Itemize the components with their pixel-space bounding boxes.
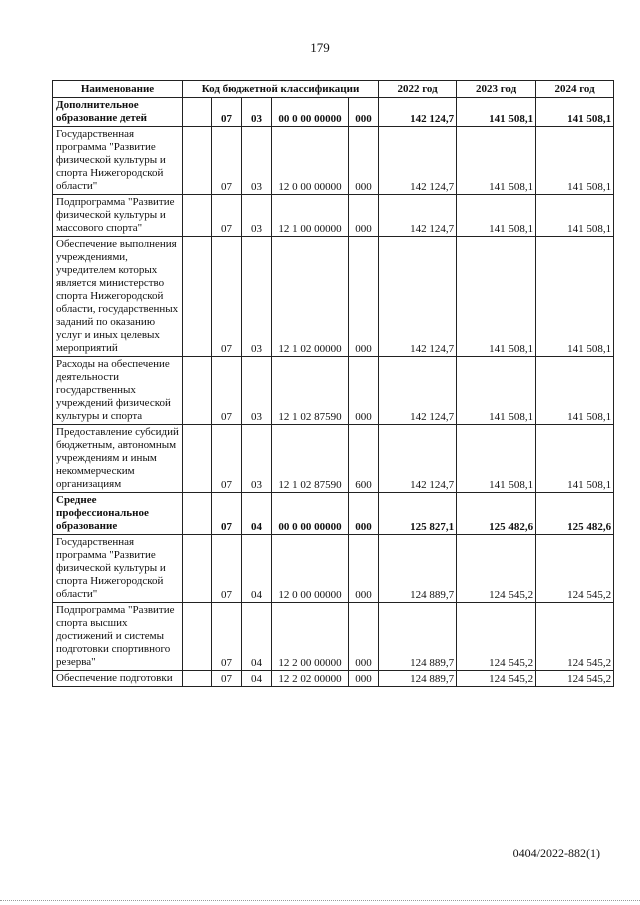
cell-2022: 142 124,7 (379, 98, 457, 127)
cell-section: 07 (212, 98, 242, 127)
table-row (53, 357, 614, 425)
cell-expense-type: 000 (349, 127, 379, 195)
cell-section: 07 (212, 237, 242, 357)
cell-section: 07 (212, 535, 242, 603)
cell-2022: 125 827,1 (379, 493, 457, 535)
budget-table (52, 80, 614, 687)
cell-blank (183, 98, 212, 127)
cell-expense-type: 000 (349, 98, 379, 127)
page-number: 179 (310, 40, 330, 55)
cell-blank (183, 493, 212, 535)
cell-2024: 141 508,1 (536, 98, 614, 127)
page-edge-divider (0, 900, 640, 901)
cell-name: Дополнительное образование детей (53, 98, 183, 127)
cell-2022: 124 889,7 (379, 671, 457, 687)
header-2024: 2024 год (536, 81, 614, 98)
cell-expense-type: 000 (349, 535, 379, 603)
cell-2022: 142 124,7 (379, 237, 457, 357)
cell-expense-type: 000 (349, 493, 379, 535)
cell-2024: 141 508,1 (536, 195, 614, 237)
cell-subsection: 03 (242, 425, 272, 493)
cell-subsection: 04 (242, 603, 272, 671)
cell-name: Подпрограмма "Развитие спорта высших достижений и системы подготовки спортивного резерва" (53, 603, 183, 671)
document-code: 0404/2022-882(1) (512, 846, 600, 860)
cell-subsection: 03 (242, 237, 272, 357)
cell-2024: 141 508,1 (536, 127, 614, 195)
cell-subsection: 03 (242, 357, 272, 425)
cell-2023: 141 508,1 (457, 127, 536, 195)
cell-subsection: 03 (242, 98, 272, 127)
cell-2024: 141 508,1 (536, 237, 614, 357)
cell-section: 07 (212, 195, 242, 237)
cell-name: Расходы на обеспечение деятельности государственных учреждений физической культуры и спорта (53, 357, 183, 425)
cell-2024: 124 545,2 (536, 671, 614, 687)
cell-name: Подпрограмма "Развитие физической культуры и массового спорта" (53, 195, 183, 237)
table-row (53, 237, 614, 357)
cell-name: Государственная программа "Развитие физической культуры и спорта Нижегородской области" (53, 127, 183, 195)
header-name: Наименование (53, 81, 183, 98)
cell-section: 07 (212, 127, 242, 195)
cell-section: 07 (212, 357, 242, 425)
cell-2023: 125 482,6 (457, 493, 536, 535)
cell-name: Среднее профессиональное образование (53, 493, 183, 535)
cell-subsection: 03 (242, 127, 272, 195)
cell-subsection: 03 (242, 195, 272, 237)
cell-section: 07 (212, 671, 242, 687)
cell-2023: 141 508,1 (457, 98, 536, 127)
cell-2023: 124 545,2 (457, 535, 536, 603)
header-code: Код бюджетной классификации (183, 81, 379, 98)
cell-target: 12 1 02 87590 (272, 425, 349, 493)
cell-target: 12 1 02 00000 (272, 237, 349, 357)
cell-2023: 141 508,1 (457, 357, 536, 425)
cell-2022: 142 124,7 (379, 425, 457, 493)
cell-expense-type: 000 (349, 357, 379, 425)
cell-2022: 142 124,7 (379, 127, 457, 195)
cell-2024: 141 508,1 (536, 425, 614, 493)
header-2023: 2023 год (457, 81, 536, 98)
table-row (53, 603, 614, 671)
table-row (53, 535, 614, 603)
cell-target: 12 0 00 00000 (272, 127, 349, 195)
cell-subsection: 04 (242, 671, 272, 687)
cell-blank (183, 195, 212, 237)
cell-blank (183, 603, 212, 671)
table-row (53, 127, 614, 195)
cell-target: 12 0 00 00000 (272, 535, 349, 603)
header-2022: 2022 год (379, 81, 457, 98)
cell-section: 07 (212, 603, 242, 671)
cell-section: 07 (212, 493, 242, 535)
cell-name: Обеспечение выполнения учреждениями, учредителем которых является министерство спорта Нижегородской области, государственных заданий по оказанию услуг и иных целевых мероприятий (53, 237, 183, 357)
cell-target: 12 2 02 00000 (272, 671, 349, 687)
cell-blank (183, 127, 212, 195)
cell-2022: 142 124,7 (379, 195, 457, 237)
cell-target: 00 0 00 00000 (272, 98, 349, 127)
cell-target: 12 1 00 00000 (272, 195, 349, 237)
table-row (53, 493, 614, 535)
cell-subsection: 04 (242, 493, 272, 535)
cell-blank (183, 237, 212, 357)
cell-name: Предоставление субсидий бюджетным, автономным учреждениям и иным некоммерческим организациям (53, 425, 183, 493)
table-row (53, 195, 614, 237)
cell-2022: 124 889,7 (379, 535, 457, 603)
cell-2022: 142 124,7 (379, 357, 457, 425)
cell-2024: 124 545,2 (536, 535, 614, 603)
cell-2024: 141 508,1 (536, 357, 614, 425)
cell-2023: 124 545,2 (457, 671, 536, 687)
cell-2023: 141 508,1 (457, 195, 536, 237)
table-row (53, 671, 614, 687)
cell-name: Государственная программа "Развитие физической культуры и спорта Нижегородской области" (53, 535, 183, 603)
cell-2023: 124 545,2 (457, 603, 536, 671)
cell-target: 12 1 02 87590 (272, 357, 349, 425)
cell-name: Обеспечение подготовки (53, 671, 183, 687)
cell-expense-type: 600 (349, 425, 379, 493)
cell-target: 00 0 00 00000 (272, 493, 349, 535)
cell-expense-type: 000 (349, 195, 379, 237)
table-header-row (53, 81, 614, 98)
cell-subsection: 04 (242, 535, 272, 603)
table-row (53, 98, 614, 127)
cell-target: 12 2 00 00000 (272, 603, 349, 671)
cell-expense-type: 000 (349, 237, 379, 357)
cell-2022: 124 889,7 (379, 603, 457, 671)
cell-blank (183, 357, 212, 425)
cell-blank (183, 425, 212, 493)
cell-section: 07 (212, 425, 242, 493)
cell-expense-type: 000 (349, 603, 379, 671)
cell-expense-type: 000 (349, 671, 379, 687)
cell-2023: 141 508,1 (457, 237, 536, 357)
cell-2024: 124 545,2 (536, 603, 614, 671)
cell-blank (183, 535, 212, 603)
table-row (53, 425, 614, 493)
cell-2024: 125 482,6 (536, 493, 614, 535)
cell-2023: 141 508,1 (457, 425, 536, 493)
cell-blank (183, 671, 212, 687)
